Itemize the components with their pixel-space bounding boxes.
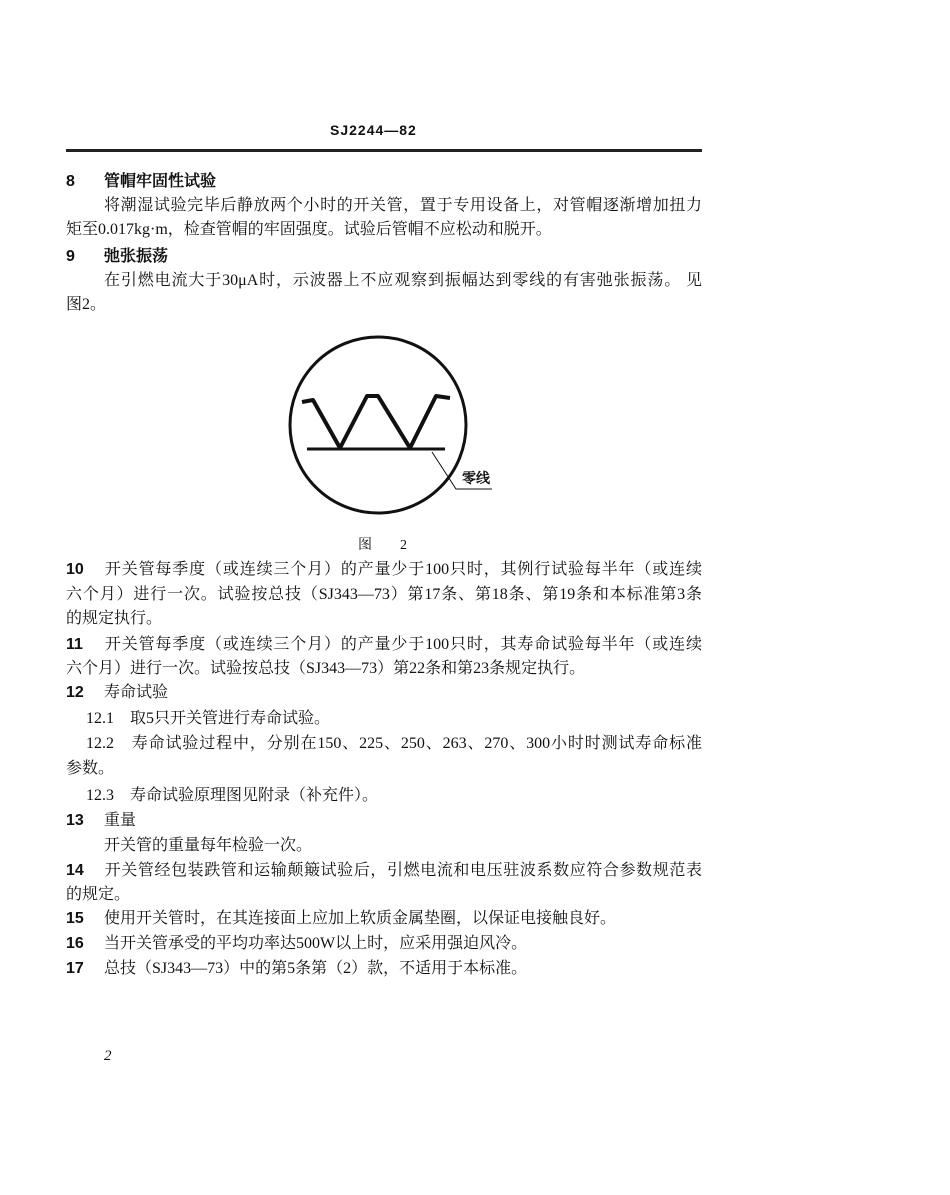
paragraph-line: 图2。 xyxy=(66,296,107,313)
clause-12-1: 12.1 取5只开关管进行寿命试验。 xyxy=(86,710,331,727)
section-14-line xyxy=(66,860,702,882)
section-number: 15 xyxy=(66,910,84,927)
paragraph-line: 参数。 xyxy=(66,760,115,777)
clause-12-3: 12.3 寿命试验原理图见附录（补充件）。 xyxy=(86,787,379,804)
paragraph-line: 开关管的重量每年检验一次。 xyxy=(104,837,313,854)
zero-line-label: 零线 xyxy=(462,471,490,487)
section-number: 16 xyxy=(66,935,84,952)
paragraph-line: 六个月）进行一次。试验按总技（SJ343—73）第17条、第18条、第19条和本标准第3条 xyxy=(66,586,702,603)
section-title: 重量 xyxy=(104,812,137,829)
section-16-line xyxy=(66,933,527,955)
paragraph-line: 在引燃电流大于30μA时，示波器上不应观察到振幅达到零线的有害弛张振荡。 见 xyxy=(104,272,702,289)
oscillation-waveform xyxy=(302,396,450,448)
section-number: 9 xyxy=(66,248,75,265)
page-number: 2 xyxy=(104,1048,112,1064)
section-number: 14 xyxy=(66,862,84,879)
section-17-line xyxy=(66,958,527,980)
paragraph-line: 将潮湿试验完毕后静放两个小时的开关管，置于专用设备上，对管帽逐渐增加扭力 xyxy=(104,197,702,214)
paragraph-text: 开关管每季度（或连续三个月）的产量少于100只时，其例行试验每半年（或连续 xyxy=(104,561,702,578)
section-number: 8 xyxy=(66,173,75,190)
section-title: 管帽牢固性试验 xyxy=(104,171,217,190)
section-number: 10 xyxy=(66,561,84,578)
paragraph-text: 使用开关管时，在其连接面上应加上软质金属垫圈，以保证电接触良好。 xyxy=(104,910,617,927)
paragraph-text: 开关管经包装跌管和运输颠簸试验后，引燃电流和电压驻波系数应符合参数规范表 xyxy=(104,862,702,879)
paragraph-text: 总技（SJ343—73）中的第5条第（2）款，不适用于本标准。 xyxy=(104,960,528,977)
oscilloscope-screen-circle xyxy=(290,337,466,513)
section-15-line xyxy=(66,908,616,930)
section-number: 12 xyxy=(66,684,84,701)
paragraph-line: 的规定执行。 xyxy=(66,610,163,627)
paragraph-line: 六个月）进行一次。试验按总技（SJ343—73）第22条和第23条规定执行。 xyxy=(66,660,586,677)
section-12-heading xyxy=(66,682,168,704)
paragraph-line: 矩至0.017kg·m，检查管帽的牢固强度。试验后管帽不应松动和脱开。 xyxy=(66,221,552,238)
section-number: 13 xyxy=(66,812,84,829)
section-10-line xyxy=(66,559,702,581)
clause-12-2: 12.2 寿命试验过程中，分别在150、225、250、263、270、300小时时测试寿命标准 xyxy=(86,735,702,752)
standard-code-header: SJ2244—82 xyxy=(330,122,417,138)
paragraph-line: 的规定。 xyxy=(66,886,131,903)
paragraph-text: 当开关管承受的平均功率达500W以上时，应采用强迫风冷。 xyxy=(104,935,528,952)
section-title: 寿命试验 xyxy=(104,684,169,701)
section-13-heading xyxy=(66,810,136,832)
section-11-line xyxy=(66,634,702,656)
section-number: 11 xyxy=(66,636,83,653)
paragraph-text: 开关管每季度（或连续三个月）的产量少于100只时，其寿命试验每半年（或连续 xyxy=(104,636,702,653)
section-number: 17 xyxy=(66,960,84,977)
figure-caption: 图 2 xyxy=(358,538,407,553)
section-title: 弛张振荡 xyxy=(104,246,169,265)
